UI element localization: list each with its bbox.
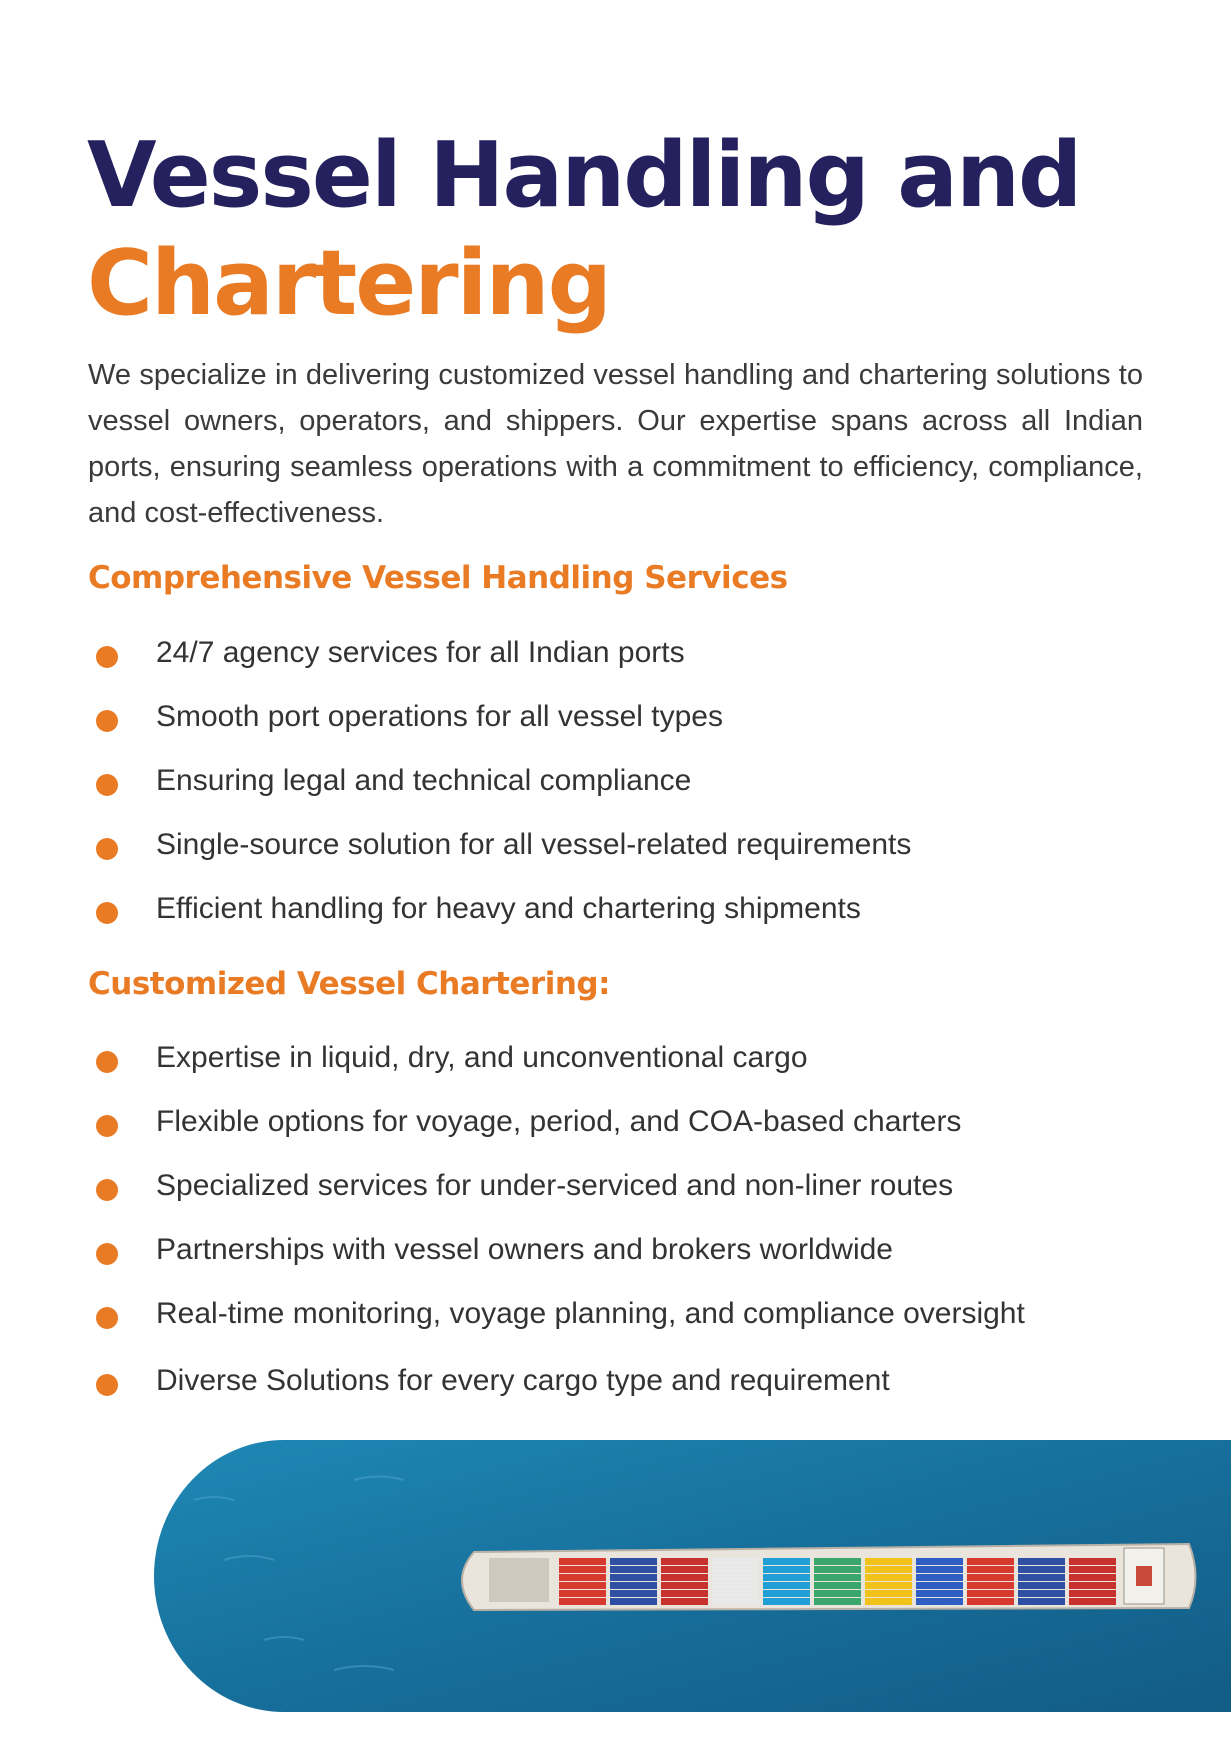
container-block — [661, 1598, 708, 1605]
container-block — [1018, 1566, 1065, 1573]
bullet-dot-icon — [96, 710, 118, 732]
list-item-text: Expertise in liquid, dry, and unconventional cargo — [156, 1041, 808, 1074]
container-ship-image — [154, 1440, 1231, 1712]
list-item-text: Flexible options for voyage, period, and COA-based charters — [156, 1105, 962, 1138]
container-block — [967, 1590, 1014, 1597]
bullet-dot-icon — [96, 1051, 118, 1073]
container-block — [712, 1582, 759, 1589]
container-block — [916, 1574, 963, 1581]
container-block — [814, 1574, 861, 1581]
bullet-dot-icon — [96, 838, 118, 860]
container-block — [916, 1566, 963, 1573]
container-block — [610, 1574, 657, 1581]
bullet-dot-icon — [96, 1115, 118, 1137]
section-heading-chartering: Customized Vessel Chartering: — [88, 966, 610, 1002]
container-block — [1069, 1558, 1116, 1565]
container-block — [916, 1590, 963, 1597]
container-block — [1018, 1598, 1065, 1605]
container-block — [661, 1566, 708, 1573]
container-block — [559, 1574, 606, 1581]
list-item-text: Real-time monitoring, voyage planning, and compliance oversight — [156, 1297, 1025, 1330]
intro-paragraph: We specialize in delivering customized vessel handling and chartering solutions to vessel owners, operators, and shippers. Our expertise spans across all Indian ports, ensuring seamless operations with a commitment to efficiency, compliance, and cost-effectiveness. — [88, 359, 1143, 529]
container-block — [661, 1582, 708, 1589]
container-block — [814, 1566, 861, 1573]
container-block — [661, 1574, 708, 1581]
container-block — [814, 1598, 861, 1605]
bullet-dot-icon — [96, 774, 118, 796]
container-block — [865, 1582, 912, 1589]
bullet-dot-icon — [96, 1374, 118, 1396]
container-block — [865, 1598, 912, 1605]
container-block — [610, 1566, 657, 1573]
list-item-text: Efficient handling for heavy and chartering shipments — [156, 892, 861, 925]
container-block — [559, 1558, 606, 1565]
bullet-dot-icon — [96, 1307, 118, 1329]
container-block — [1069, 1566, 1116, 1573]
container-block — [967, 1574, 1014, 1581]
container-block — [559, 1598, 606, 1605]
container-block — [1069, 1574, 1116, 1581]
container-block — [967, 1558, 1014, 1565]
container-block — [559, 1566, 606, 1573]
container-block — [559, 1582, 606, 1589]
container-block — [967, 1566, 1014, 1573]
container-block — [967, 1582, 1014, 1589]
bullet-dot-icon — [96, 902, 118, 924]
container-block — [610, 1590, 657, 1597]
container-block — [559, 1590, 606, 1597]
container-block — [712, 1590, 759, 1597]
container-block — [1069, 1582, 1116, 1589]
container-block — [712, 1598, 759, 1605]
container-block — [916, 1582, 963, 1589]
container-block — [763, 1574, 810, 1581]
container-block — [916, 1558, 963, 1565]
container-block — [1018, 1582, 1065, 1589]
container-block — [814, 1558, 861, 1565]
container-block — [763, 1598, 810, 1605]
container-block — [865, 1558, 912, 1565]
title-line-2: Chartering — [87, 231, 611, 336]
list-item-text: Partnerships with vessel owners and brokers worldwide — [156, 1233, 893, 1266]
section-heading-handling: Comprehensive Vessel Handling Services — [88, 560, 788, 596]
list-item-text: 24/7 agency services for all Indian ports — [156, 636, 685, 669]
container-block — [814, 1590, 861, 1597]
list-item-text: Diverse Solutions for every cargo type and requirement — [156, 1364, 890, 1397]
container-block — [814, 1582, 861, 1589]
container-block — [865, 1590, 912, 1597]
container-block — [712, 1574, 759, 1581]
container-block — [763, 1558, 810, 1565]
ship-icon — [462, 1544, 1196, 1610]
container-block — [661, 1590, 708, 1597]
container-block — [1018, 1574, 1065, 1581]
container-block — [712, 1566, 759, 1573]
container-block — [610, 1582, 657, 1589]
container-block — [712, 1558, 759, 1565]
container-block — [1069, 1590, 1116, 1597]
container-block — [865, 1566, 912, 1573]
container-block — [763, 1590, 810, 1597]
list-item-text: Single-source solution for all vessel-related requirements — [156, 828, 912, 861]
container-block — [1069, 1598, 1116, 1605]
container-block — [916, 1598, 963, 1605]
container-block — [661, 1558, 708, 1565]
bullet-dot-icon — [96, 1179, 118, 1201]
container-block — [1018, 1590, 1065, 1597]
title-line-1: Vessel Handling and — [87, 123, 1081, 228]
container-block — [1018, 1558, 1065, 1565]
container-block — [610, 1558, 657, 1565]
container-block — [763, 1566, 810, 1573]
page-title — [87, 122, 1080, 338]
container-block — [763, 1582, 810, 1589]
container-block — [610, 1598, 657, 1605]
container-block — [967, 1598, 1014, 1605]
bullet-dot-icon — [96, 646, 118, 668]
list-item-text: Specialized services for under-serviced and non-liner routes — [156, 1169, 954, 1202]
container-block — [865, 1574, 912, 1581]
bullet-dot-icon — [96, 1243, 118, 1265]
list-item-text: Smooth port operations for all vessel types — [156, 700, 723, 733]
list-item-text: Ensuring legal and technical compliance — [156, 764, 692, 797]
